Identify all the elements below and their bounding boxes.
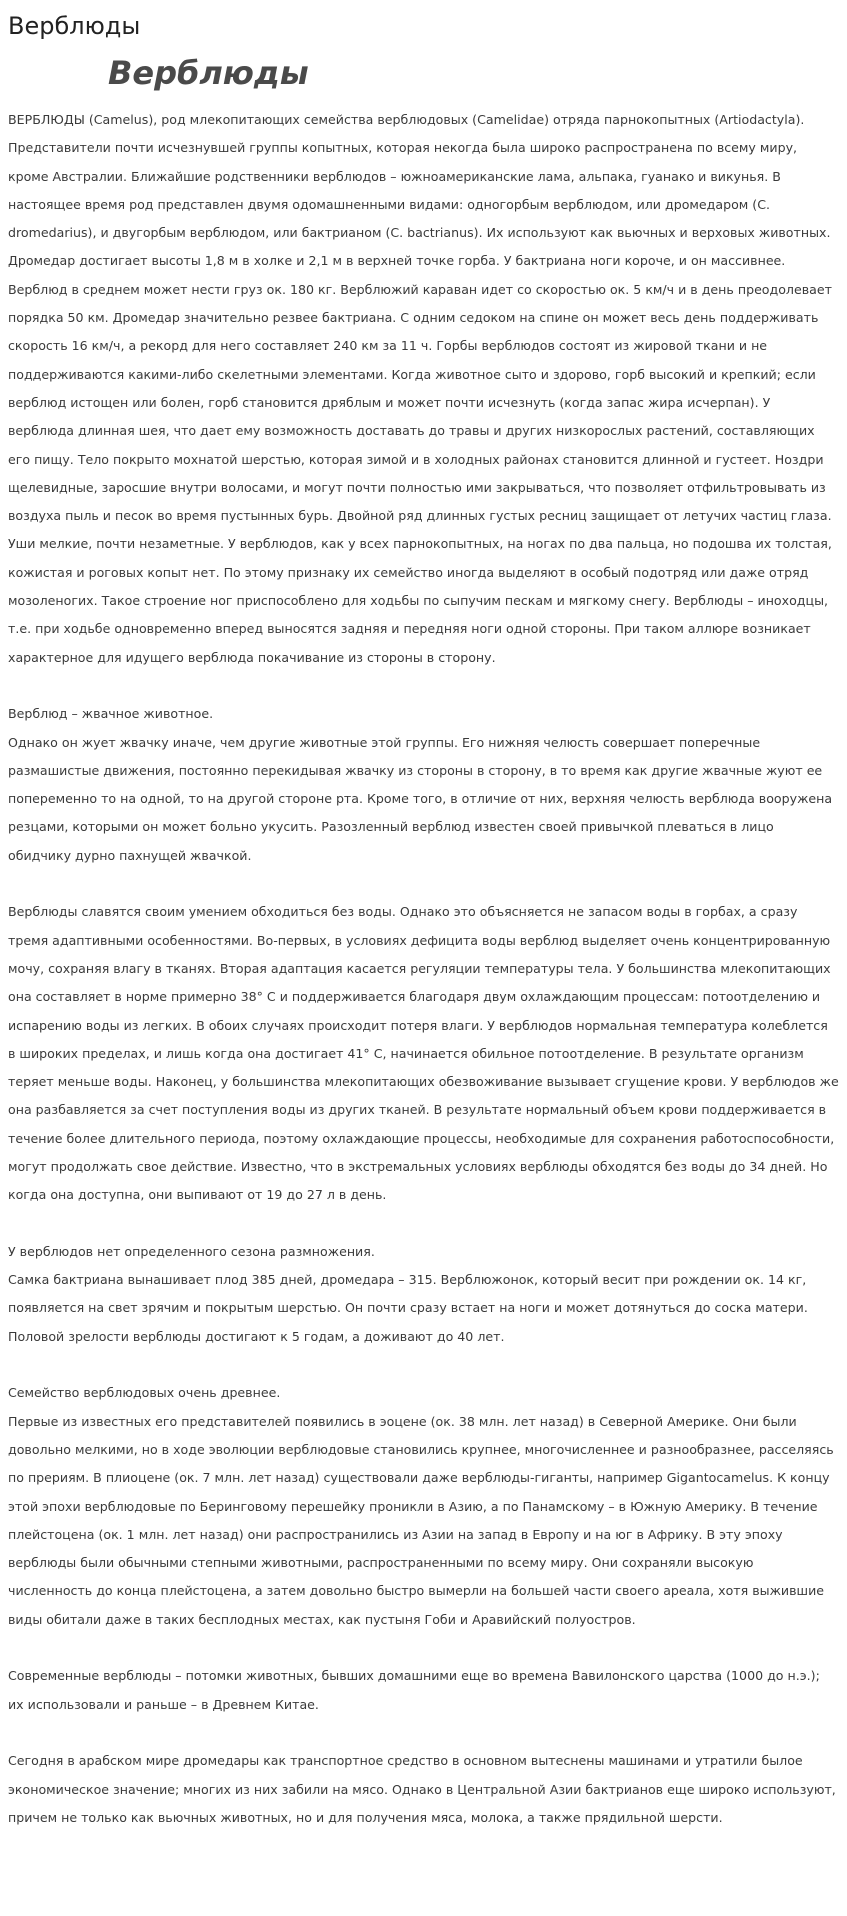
article-paragraph: Однако он жует жвачку иначе, чем другие животные этой группы. Его нижняя челюсть совершает поперечные размашистые движения, постоянно перекидывая жвачку из стороны в сторону, в то время как другие жвачные жуют ее попеременно то на одной, то на другой стороне рта. Кроме того, в отличие от них, верхняя челюсть верблюда вооружена резцами, которыми он может больно укусить. Разозленный верблюд известен своей привычкой плеваться в лицо обидчику дурно пахнущей жвачкой. [8, 734, 833, 863]
article-paragraph: У верблюдов нет определенного сезона размножения. [8, 1243, 375, 1259]
article-paragraph: Сегодня в арабском мире дромедары как транспортное средство в основном вытеснены машинами и утратили былое экономическое значение; многих из них забили на мясо. Однако в Центральной Азии бактрианов еще широко используют, причем не только как вьючных животных, но и для получения мяса, молока, а также прядильной шерсти. [8, 1753, 836, 1825]
article-paragraph: Верблюд – жвачное животное. [8, 706, 214, 722]
page-title: Верблюды [8, 12, 141, 40]
article-paragraph: Верблюды славятся своим умением обходиться без воды. Однако это объясняется не запасом воды в горбах, а сразу тремя адаптивными особенностями. Во-первых, в условиях дефицита воды верблюд выделяет очень концентрированную мочу, сохраняя влагу в тканях. Вторая адаптация касается регуляции температуры тела. У большинства млекопитающих она составляет в норме примерно 38° С и поддерживается благодаря двум охлаждающим процессам: потоотделению и испарению воды из легких. В обоих случаях происходит потеря влаги. У верблюдов нормальная температура колеблется в широких пределах, и лишь когда она достигает 41° С, начинается обильное потоотделение. В результате организм теряет меньше воды. Наконец, у большинства млекопитающих обезвоживание вызывает сгущение крови. У верблюдов же она разбавляется за счет поступления воды из других тканей. В результате нормальный объем крови поддерживается в течение более длительного периода, поэтому охлаждающие процессы, необходимые для сохранения работоспособности, могут продолжать свое действие. Известно, что в экстремальных условиях верблюды обходятся без воды до 34 дней. Но когда она доступна, они выпивают от 19 до 27 л в день. [8, 904, 839, 1203]
article-heading: Верблюды [108, 54, 309, 92]
article-paragraph: Самка бактриана вынашивает плод 385 дней, дромедара – 315. Верблюжонок, который весит при рождении ок. 14 кг, появляется на свет зрячим и покрытым шерстью. Он почти сразу встает на ноги и может дотянуться до соска матери. Половой зрелости верблюды достигают к 5 годам, а доживают до 40 лет. [8, 1272, 808, 1344]
article-paragraph: Современные верблюды – потомки животных, бывших домашними еще во времена Вавилонского царства (1000 до н.э.); их использовали и раньше – в Древнем Китае. [8, 1668, 820, 1712]
article-body [8, 106, 839, 1832]
article-paragraph: Первые из известных его представителей появились в эоцене (ок. 38 млн. лет назад) в Северной Америке. Они были довольно мелкими, но в ходе эволюции верблюдовые становились крупнее, многочисленнее и разнообразнее, расселяясь по прериям. В плиоцене (ок. 7 млн. лет назад) существовали даже верблюды-гиганты, например Gigantocamelus. К концу этой эпохи верблюдовые по Беринговому перешейку проникли в Азию, а по Панамскому – в Южную Америку. В течение плейстоцена (ок. 1 млн. лет назад) они распространились из Азии на запад в Европу и на юг в Африку. В эту эпоху верблюды были обычными степными животными, распространенными по всему миру. Они сохраняли высокую численность до конца плейстоцена, а затем довольно быстро вымерли на большей части своего ареала, хотя выжившие виды обитали даже в таких бесплодных местах, как пустыня Гоби и Аравийский полуостров. [8, 1413, 834, 1627]
article-paragraph: ВЕРБЛЮДЫ (Camelus), род млекопитающих семейства верблюдовых (Camelidae) отряда парнокопытных (Artiodactyla). Представители почти исчезнувшей группы копытных, которая некогда была широко распространена по всему миру, кроме Австралии. Ближайшие родственники верблюдов – южноамериканские лама, альпака, гуанако и викунья. В настоящее время род представлен двумя одомашненными видами: одногорбым верблюдом, или дромедаром (C. dromedarius), и двугорбым верблюдом, или бактрианом (C. bactrianus). Их используют как вьючных и верховых животных. Дромедар достигает высоты 1,8 м в холке и 2,1 м в верхней точке горба. У бактриана ноги короче, и он массивнее. Верблюд в среднем может нести груз ок. 180 кг. Верблюжий караван идет со скоростью ок. 5 км/ч и в день преодолевает порядка 50 км. Дромедар значительно резвее бактриана. С одним седоком на спине он может весь день поддерживать скорость 16 км/ч, а рекорд для него составляет 240 км за 11 ч. Горбы верблюдов состоят из жировой ткани и не поддерживаются какими-либо скелетными элементами. Когда животное сыто и здорово, горб высокий и крепкий; если верблюд истощен или болен, горб становится дряблым и может почти исчезнуть (когда запас жира исчерпан). У верблюда длинная шея, что дает ему возможность доставать до травы и других низкорослых растений, составляющих его пищу. Тело покрыто мохнатой шерстью, которая зимой и в холодных районах становится длинной и густеет. Ноздри щелевидные, заросшие внутри волосами, и могут почти полностью ими закрываться, что позволяет отфильтровывать из воздуха пыль и песок во время пустынных бурь. Двойной ряд длинных густых ресниц защищает от летучих частиц глаза. Уши мелкие, почти незаметные. У верблюдов, как у всех парнокопытных, на ногах по два пальца, но подошва их толстая, кожистая и роговых копыт нет. По этому признаку их семейство иногда выделяют в особый подотряд или даже отряд мозоленогих. Такое строение ног приспособлено для ходьбы по сыпучим пескам и мягкому снегу. Верблюды – иноходцы, т.е. при ходьбе одновременно вперед выносятся задняя и передняя ноги одной стороны. При таком аллюре возникает характерное для идущего верблюда покачивание из стороны в сторону. [8, 112, 832, 665]
article-paragraph: Семейство верблюдовых очень древнее. [8, 1385, 281, 1401]
